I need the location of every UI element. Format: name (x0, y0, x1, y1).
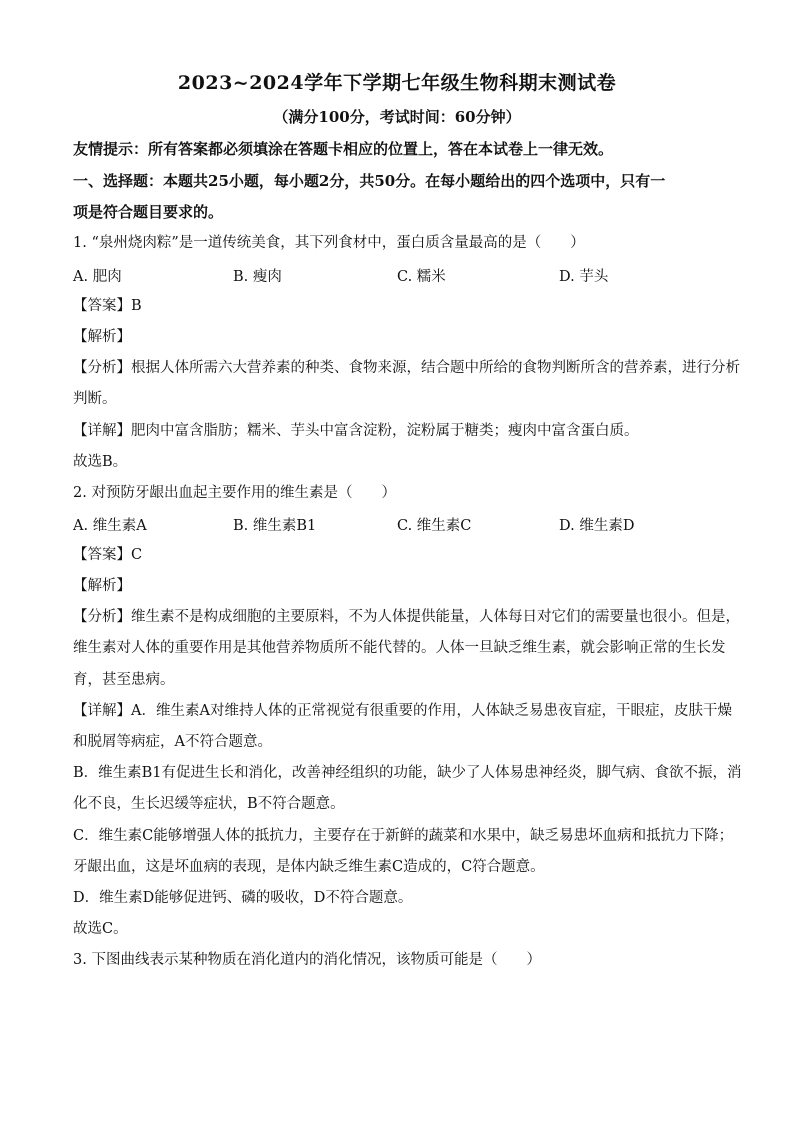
q1-option-a: A. 肥肉 (73, 269, 122, 285)
q2-detail-b-line1: B．维生素B1有促进生长和消化，改善神经组织的功能，缺少了人体易患神经炎，脚气病、食欲不振，消 (73, 765, 742, 781)
q1-jiexi-label: 【解析】 (73, 329, 131, 345)
q2-option-b: B. 维生素B1 (233, 518, 317, 534)
page-title: 2023~2024学年下学期七年级生物科期末测试卷 (177, 72, 617, 94)
q2-analysis-line3: 育，甚至患病。 (73, 672, 175, 688)
q2-detail-c-line1: C．维生素C能够增强人体的抵抗力，主要存在于新鲜的蔬菜和水果中，缺乏易患坏血病和抵抗力下降； (73, 828, 734, 844)
q2-answer: 【答案】C (73, 547, 143, 563)
q2-jiexi-label: 【解析】 (73, 578, 131, 594)
exam-info: （满分100分，考试时间：60分钟） (273, 108, 521, 126)
notice: 友情提示：所有答案都必须填涂在答题卡相应的位置上，答在本试卷上一律无效。 (73, 140, 614, 158)
q2-detail-line1: 【详解】A．维生素A对维持人体的正常视觉有很重要的作用，人体缺乏易患夜盲症，干眼症，皮肤干燥 (73, 703, 732, 719)
q1-option-d: D. 芋头 (559, 269, 609, 285)
q2-detail-b-line2: 化不良，生长迟缓等症状，B不符合题意。 (73, 796, 345, 812)
q2-detail-c-line2: 牙龈出血，这是坏血病的表现，是体内缺乏维生素C造成的，C符合题意。 (73, 859, 545, 875)
q1-option-b: B. 瘦肉 (233, 269, 282, 285)
q2-conclusion: 故选C。 (73, 921, 128, 937)
q2-stem: 2. 对预防牙龈出血起主要作用的维生素是（ ） (73, 485, 396, 501)
q1-answer: 【答案】B (73, 298, 142, 314)
q1-conclusion: 故选B。 (73, 454, 128, 470)
q2-option-c: C. 维生素C (397, 518, 472, 534)
q1-option-c: C. 糯米 (397, 269, 446, 285)
q2-detail-d: D．维生素D能够促进钙、磷的吸收，D不符合题意。 (73, 890, 413, 906)
q3-stem: 3. 下图曲线表示某种物质在消化道内的消化情况，该物质可能是（ ） (73, 952, 541, 968)
section-heading-line1: 一、选择题：本题共25小题，每小题2分，共50分。在每小题给出的四个选项中，只有一 (73, 172, 666, 190)
q1-analysis-line2: 判断。 (73, 391, 117, 407)
q2-analysis-line2: 维生素对人体的重要作用是其他营养物质所不能代替的。人体一旦缺乏维生素，就会影响正常的生长发 (73, 640, 726, 656)
q1-detail: 【详解】肥肉中富含脂肪；糯米、芋头中富含淀粉，淀粉属于糖类；瘦肉中富含蛋白质。 (73, 423, 639, 439)
q2-options (73, 514, 733, 534)
q2-option-a: A. 维生素A (73, 518, 147, 534)
q2-detail-line2: 和脱屑等病症，A不符合题意。 (73, 734, 272, 750)
q1-options (73, 265, 733, 285)
section-heading-line2: 项是符合题目要求的。 (73, 203, 224, 221)
q2-analysis-line1: 【分析】维生素不是构成细胞的主要原料，不为人体提供能量，人体每日对它们的需要量也很小。但是， (73, 609, 740, 625)
q1-analysis-line1: 【分析】根据人体所需六大营养素的种类、食物来源，结合题中所给的食物判断所含的营养素，进行分析 (73, 360, 740, 376)
q1-stem: 1. “泉州烧肉粽”是一道传统美食，其下列食材中，蛋白质含量最高的是（ ） (73, 235, 585, 251)
q2-option-d: D. 维生素D (559, 518, 635, 534)
